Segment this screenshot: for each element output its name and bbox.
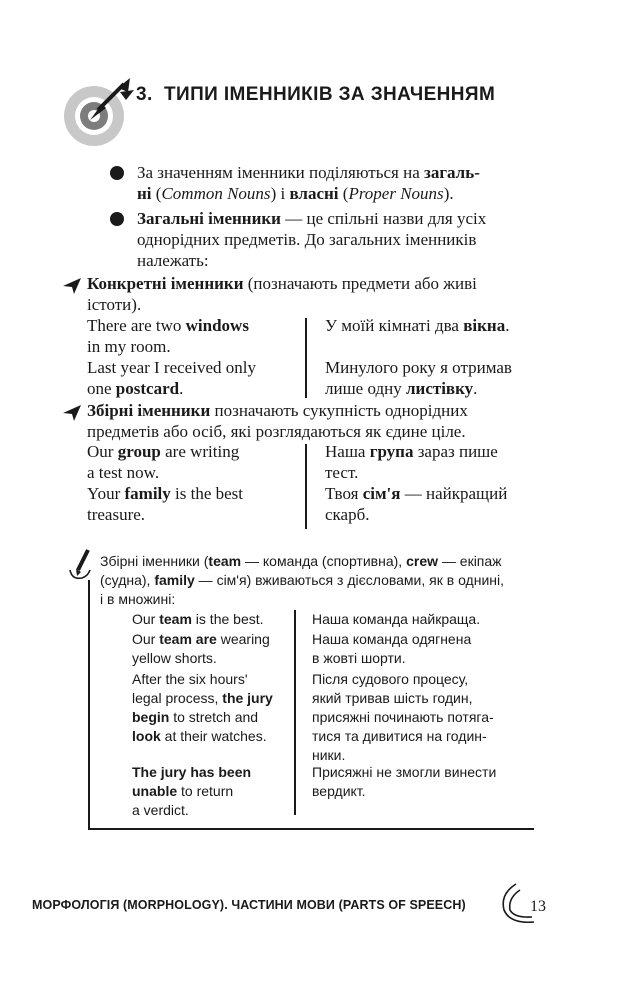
section-title: 3. ТИПИ ІМЕННИКІВ ЗА ЗНАЧЕННЯМ (136, 84, 496, 105)
note-intro: Збірні іменники (team — команда (спортивна), crew — екіпаж (судна), family — сім'я) вживаються з дієсловами, як в однині, і в множині: (100, 553, 505, 607)
note-row-1-en: Our team is the best. (132, 611, 264, 627)
concrete-example-2-en: Last year I received only one postcard. (87, 358, 256, 398)
note-row-3-en: After the six hours' legal process, the jury begin to stretch and look at their watches. (132, 671, 273, 744)
collective-example-1-en: Our group are writing a test now. (87, 442, 240, 482)
bullet-text-1: За значенням іменники поділяються на загаль- ні (Common Nouns) і власні (Proper Nouns). (137, 163, 480, 203)
note-row-3-ua: Після судового процесу, який тривав шість годин, присяжні починають потяга- тися та дивитися на годин- ники. (312, 671, 494, 763)
collective-example-2-en: Your family is the best treasure. (87, 484, 244, 524)
note-row-4-ua: Присяжні не змогли винести вердикт. (312, 764, 497, 799)
pencil-note-icon (68, 548, 96, 582)
collective-heading: Збірні іменники позначають сукупність однорідних предметів або осіб, які розглядаються як єдине ціле. (87, 401, 468, 441)
collective-example-1-ua: Наша група зараз пише тест. (325, 442, 498, 482)
running-footer: МОРФОЛОГІЯ (MORPHOLOGY). ЧАСТИНИ МОВИ (PARTS OF SPEECH) (32, 898, 466, 912)
bullet-text-2: Загальні іменники — це спільні назви для усіх однорідних предметів. До загальних іменників належать: (137, 209, 487, 270)
note-column-divider (294, 610, 296, 815)
concrete-heading: Конкретні іменники (позначають предмети або живі істоти). (87, 274, 477, 314)
note-bottom-border (88, 828, 534, 830)
note-row-2-en: Our team are wearing yellow shorts. (132, 631, 270, 666)
concrete-example-2-ua: Минулого року я отримав лише одну листівку. (325, 358, 512, 398)
note-row-1-ua: Наша команда найкраща. (312, 611, 481, 627)
arrow-marker-icon (62, 403, 82, 423)
arrow-marker-icon (62, 276, 82, 296)
page-number: 13 (530, 898, 546, 915)
collective-example-2-ua: Твоя сім'я — найкращий скарб. (325, 484, 508, 524)
bullet-dot-icon (110, 166, 124, 180)
note-left-border (88, 580, 90, 830)
target-icon (62, 78, 142, 158)
concrete-example-1-ua: У моїй кімнаті два вікна. (325, 316, 510, 335)
note-row-4-en: The jury has been unable to return a verdict. (132, 764, 252, 818)
bullet-dot-icon (110, 212, 124, 226)
column-divider (305, 318, 307, 398)
note-row-2-ua: Наша команда одягнена в жовті шорти. (312, 631, 472, 666)
concrete-example-1-en: There are two windows in my room. (87, 316, 249, 356)
column-divider (305, 444, 307, 529)
